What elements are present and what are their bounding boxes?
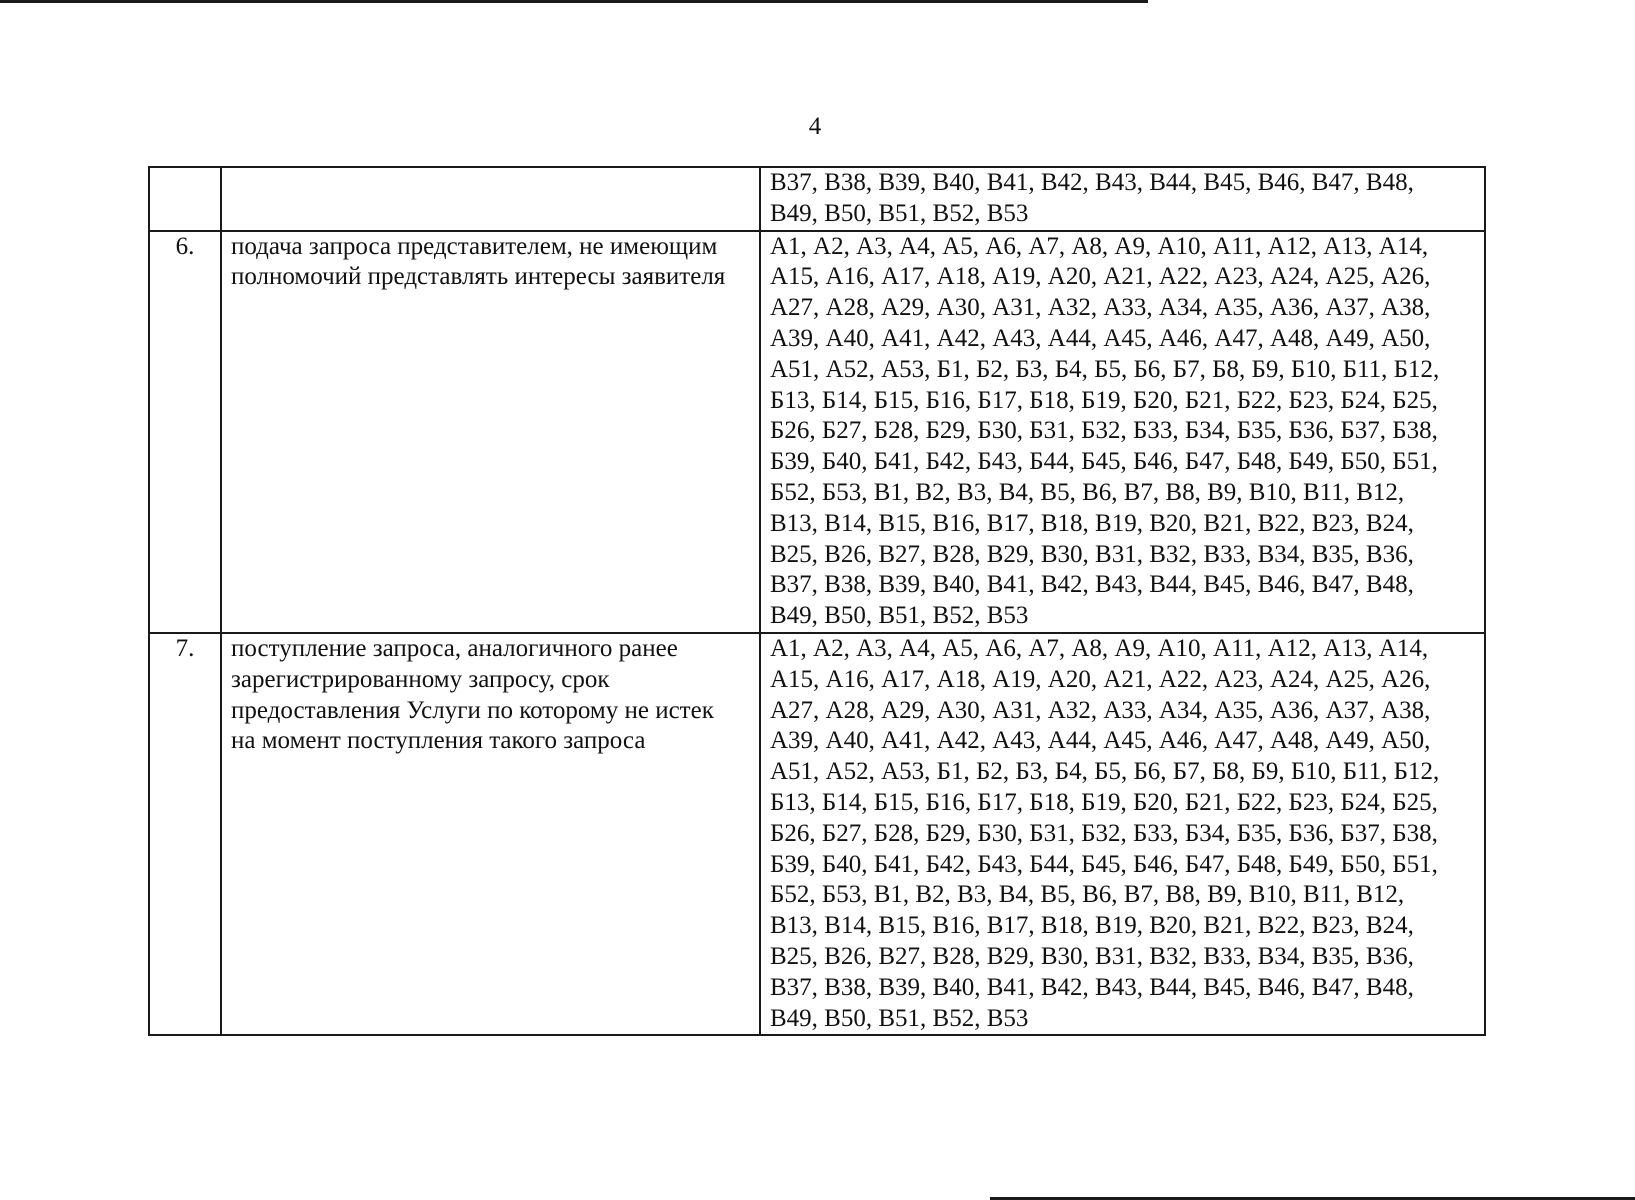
code-list-line: А51, А52, А53, Б1, Б2, Б3, Б4, Б5, Б6, Б7, Б8, Б9, Б10, Б11, Б12, [770, 355, 1440, 383]
code-list-line: В37, В38, В39, В40, В41, В42, В43, В44, В45, В46, В47, В48, [770, 973, 1414, 1001]
row-number-cell: 7. [149, 633, 221, 1035]
code-list-line: Б39, Б40, Б41, Б42, Б43, Б44, Б45, Б46, Б47, Б48, Б49, Б50, Б51, [770, 448, 1438, 476]
table-row-6 [149, 231, 1485, 633]
code-list-line: В25, В26, В27, В28, В29, В30, В31, В32, В33, В34, В35, В36, [770, 540, 1414, 568]
code-list-line: А1, А2, А3, А4, А5, А6, А7, А8, А9, А10, А11, А12, А13, А14, [770, 634, 1429, 662]
code-list-line: А15, А16, А17, А18, А19, А20, А21, А22, А23, А24, А25, А26, [770, 665, 1431, 693]
code-list-line: Б13, Б14, Б15, Б16, Б17, Б18, Б19, Б20, Б21, Б22, Б23, Б24, Б25, [770, 788, 1438, 816]
row-codes-cell [760, 231, 1485, 633]
row-codes-cell [760, 633, 1485, 1035]
code-list-line: Б26, Б27, Б28, Б29, Б30, Б31, Б32, Б33, Б34, Б35, Б36, Б37, Б38, [770, 819, 1438, 847]
table-body [149, 167, 1485, 1035]
code-list-line: В13, В14, В15, В16, В17, В18, В19, В20, В21, В22, В23, В24, [770, 509, 1414, 537]
row-description-cell [221, 633, 760, 1035]
code-list-line: А39, А40, А41, А42, А43, А44, А45, А46, А47, А48, А49, А50, [770, 324, 1431, 352]
code-list-line: А15, А16, А17, А18, А19, А20, А21, А22, А23, А24, А25, А26, [770, 263, 1431, 291]
scan-edge-top [0, 0, 1148, 3]
code-list-line: В49, В50, В51, В52, В53 [770, 199, 1029, 227]
code-list-line: А51, А52, А53, Б1, Б2, Б3, Б4, Б5, Б6, Б7, Б8, Б9, Б10, Б11, Б12, [770, 758, 1440, 786]
refusal-grounds-table [148, 166, 1486, 1036]
code-list-line: В37, В38, В39, В40, В41, В42, В43, В44, В45, В46, В47, В48, [770, 169, 1414, 196]
row-number-cell [149, 167, 221, 231]
code-list-line: Б52, Б53, В1, В2, В3, В4, В5, В6, В7, В8, В9, В10, В11, В12, [770, 881, 1405, 909]
row-description-cell [221, 231, 760, 633]
code-list-line: Б13, Б14, Б15, Б16, Б17, Б18, Б19, Б20, Б21, Б22, Б23, Б24, Б25, [770, 386, 1438, 414]
code-list-line: Б26, Б27, Б28, Б29, Б30, Б31, Б32, Б33, Б34, Б35, Б36, Б37, Б38, [770, 417, 1438, 445]
code-list-line: А27, А28, А29, А30, А31, А32, А33, А34, А35, А36, А37, А38, [770, 294, 1431, 322]
description-line: на момент поступления такого запроса [231, 727, 646, 755]
row-description-cell [221, 167, 760, 231]
description-line: предоставления Услуги по которому не истек [231, 696, 714, 724]
code-list-line: В37, В38, В39, В40, В41, В42, В43, В44, В45, В46, В47, В48, [770, 571, 1414, 599]
code-list-line: Б52, Б53, В1, В2, В3, В4, В5, В6, В7, В8, В9, В10, В11, В12, [770, 478, 1405, 506]
row-codes-cell [760, 167, 1485, 231]
code-list-line: А39, А40, А41, А42, А43, А44, А45, А46, А47, А48, А49, А50, [770, 727, 1431, 755]
code-list-line: В49, В50, В51, В52, В53 [770, 602, 1029, 630]
table-row-7 [149, 633, 1485, 1035]
code-list-line: А27, А28, А29, А30, А31, А32, А33, А34, А35, А36, А37, А38, [770, 696, 1431, 724]
code-list-line: В25, В26, В27, В28, В29, В30, В31, В32, В33, В34, В35, В36, [770, 942, 1414, 970]
code-list-line: Б39, Б40, Б41, Б42, Б43, Б44, Б45, Б46, Б47, Б48, Б49, Б50, Б51, [770, 850, 1438, 878]
description-line: поступление запроса, аналогичного ранее [231, 634, 678, 662]
code-list-line: В13, В14, В15, В16, В17, В18, В19, В20, В21, В22, В23, В24, [770, 912, 1414, 940]
code-list-line: А1, А2, А3, А4, А5, А6, А7, А8, А9, А10, А11, А12, А13, А14, [770, 232, 1429, 260]
description-line: полномочий представлять интересы заявителя [231, 263, 726, 291]
description-line: зарегистрированному запросу, срок [231, 665, 610, 693]
table-row-continuation [149, 167, 1485, 231]
code-list-line: В49, В50, В51, В52, В53 [770, 1004, 1029, 1032]
row-number-cell: 6. [149, 231, 221, 633]
page-number: 4 [808, 113, 822, 140]
description-line: подача запроса представителем, не имеющим [231, 232, 718, 260]
